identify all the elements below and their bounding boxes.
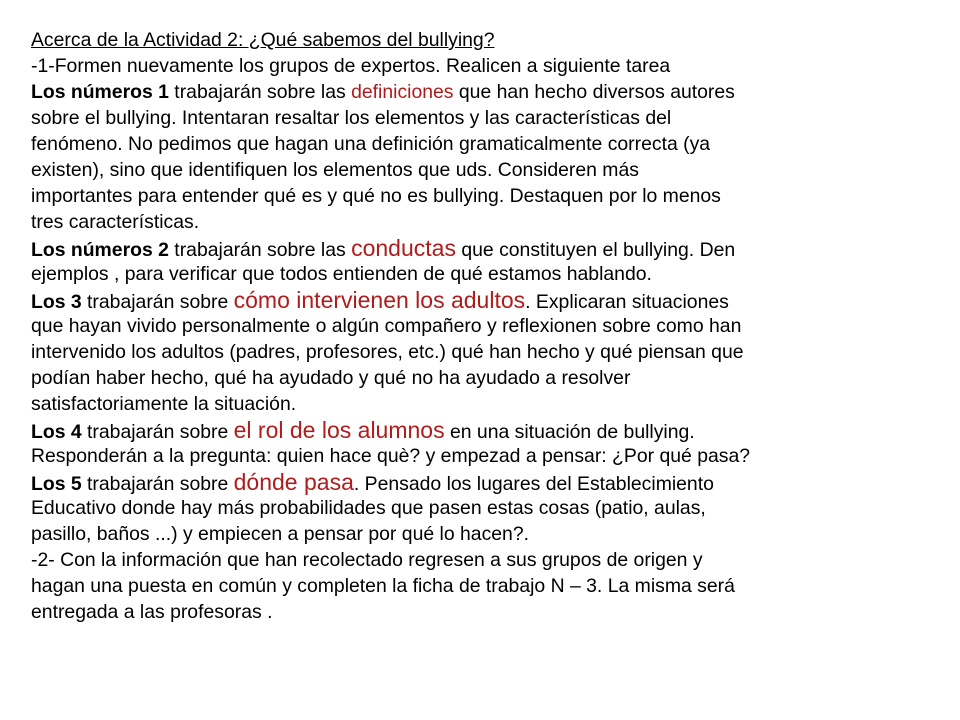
group-3-line-3: intervenido los adultos (padres, profesores, etc.) qué han hecho y qué piensan que: [31, 341, 744, 363]
group-3-text-b: . Explicaran situaciones: [525, 291, 729, 313]
group-1-lead: Los números 1: [31, 81, 169, 103]
group-5-text-b: . Pensado los lugares del Establecimiento: [353, 473, 714, 495]
group-2-text-b: que constituyen el bullying. Den: [455, 239, 736, 261]
group-1-text-b: que han hecho diversos autores: [453, 81, 735, 103]
group-1-text-a: trabajarán sobre las: [168, 81, 352, 103]
group-1-line-5: importantes para entender qué es y qué no es bullying. Destaquen por lo menos: [31, 185, 721, 207]
group-3-line-2: que hayan vivido personalmente o algún compañero y reflexionen sobre como han: [31, 315, 742, 337]
group-5-line-1: [31, 469, 936, 495]
group-2-line-1: [31, 235, 936, 261]
group-1-line-6: tres características.: [31, 211, 200, 233]
step-1-text: -1-Formen nuevamente los grupos de expertos. Realicen a siguiente tarea: [31, 55, 671, 77]
group-5-topic: dónde pasa: [233, 469, 354, 495]
group-1-line-2: sobre el bullying. Intentaran resaltar los elementos y las características del: [31, 107, 672, 129]
group-2-text-a: trabajarán sobre las: [168, 239, 352, 261]
group-4-text-a: trabajarán sobre: [81, 421, 234, 443]
group-1-line-1: [31, 79, 936, 105]
group-1-line-3: fenómeno. No pedimos que hagan una definición gramaticalmente correcta (ya: [31, 133, 711, 155]
group-4-lead: Los 4: [31, 421, 82, 443]
activity-text-block: [31, 27, 936, 625]
group-4-text-b: en una situación de bullying.: [444, 421, 695, 443]
step-2-line-3: entregada a las profesoras .: [31, 601, 273, 623]
group-3-text-a: trabajarán sobre: [81, 291, 234, 313]
group-3-line-4: podían haber hecho, qué ha ayudado y qué no ha ayudado a resolver: [31, 367, 631, 389]
group-3-line-1: [31, 287, 936, 313]
group-4-line-2: Responderán a la pregunta: quien hace què? y empezad a pensar: ¿Por qué pasa?: [31, 445, 751, 467]
group-3-topic: cómo intervienen los adultos: [233, 287, 526, 313]
group-2-topic: conductas: [351, 235, 456, 261]
step-2-line-2: hagan una puesta en común y completen la ficha de trabajo N – 3. La misma será: [31, 575, 735, 597]
group-3-line-5: satisfactoriamente la situación.: [31, 393, 297, 415]
group-3-lead: Los 3: [31, 291, 82, 313]
step-2-line-1: -2- Con la información que han recolectado regresen a sus grupos de origen y: [31, 549, 703, 571]
group-2-lead: Los números 2: [31, 239, 169, 261]
group-4-topic: el rol de los alumnos: [233, 417, 445, 443]
group-5-text-a: trabajarán sobre: [81, 473, 234, 495]
group-1-topic: definiciones: [351, 81, 454, 103]
group-2-line-2: ejemplos , para verificar que todos entienden de qué estamos hablando.: [31, 263, 652, 285]
group-4-line-1: [31, 417, 936, 443]
activity-title-line: [31, 27, 936, 53]
group-1-line-4: existen), sino que identifiquen los elementos que uds. Consideren más: [31, 159, 639, 181]
group-5-line-2: Educativo donde hay más probabilidades que pasen estas cosas (patio, aulas,: [31, 497, 706, 519]
group-5-line-3: pasillo, baños ...) y empiecen a pensar por qué lo hacen?.: [31, 523, 530, 545]
step-1-instruction: [31, 53, 936, 79]
activity-title: Acerca de la Actividad 2: ¿Qué sabemos del bullying?: [31, 29, 495, 51]
group-5-lead: Los 5: [31, 473, 82, 495]
